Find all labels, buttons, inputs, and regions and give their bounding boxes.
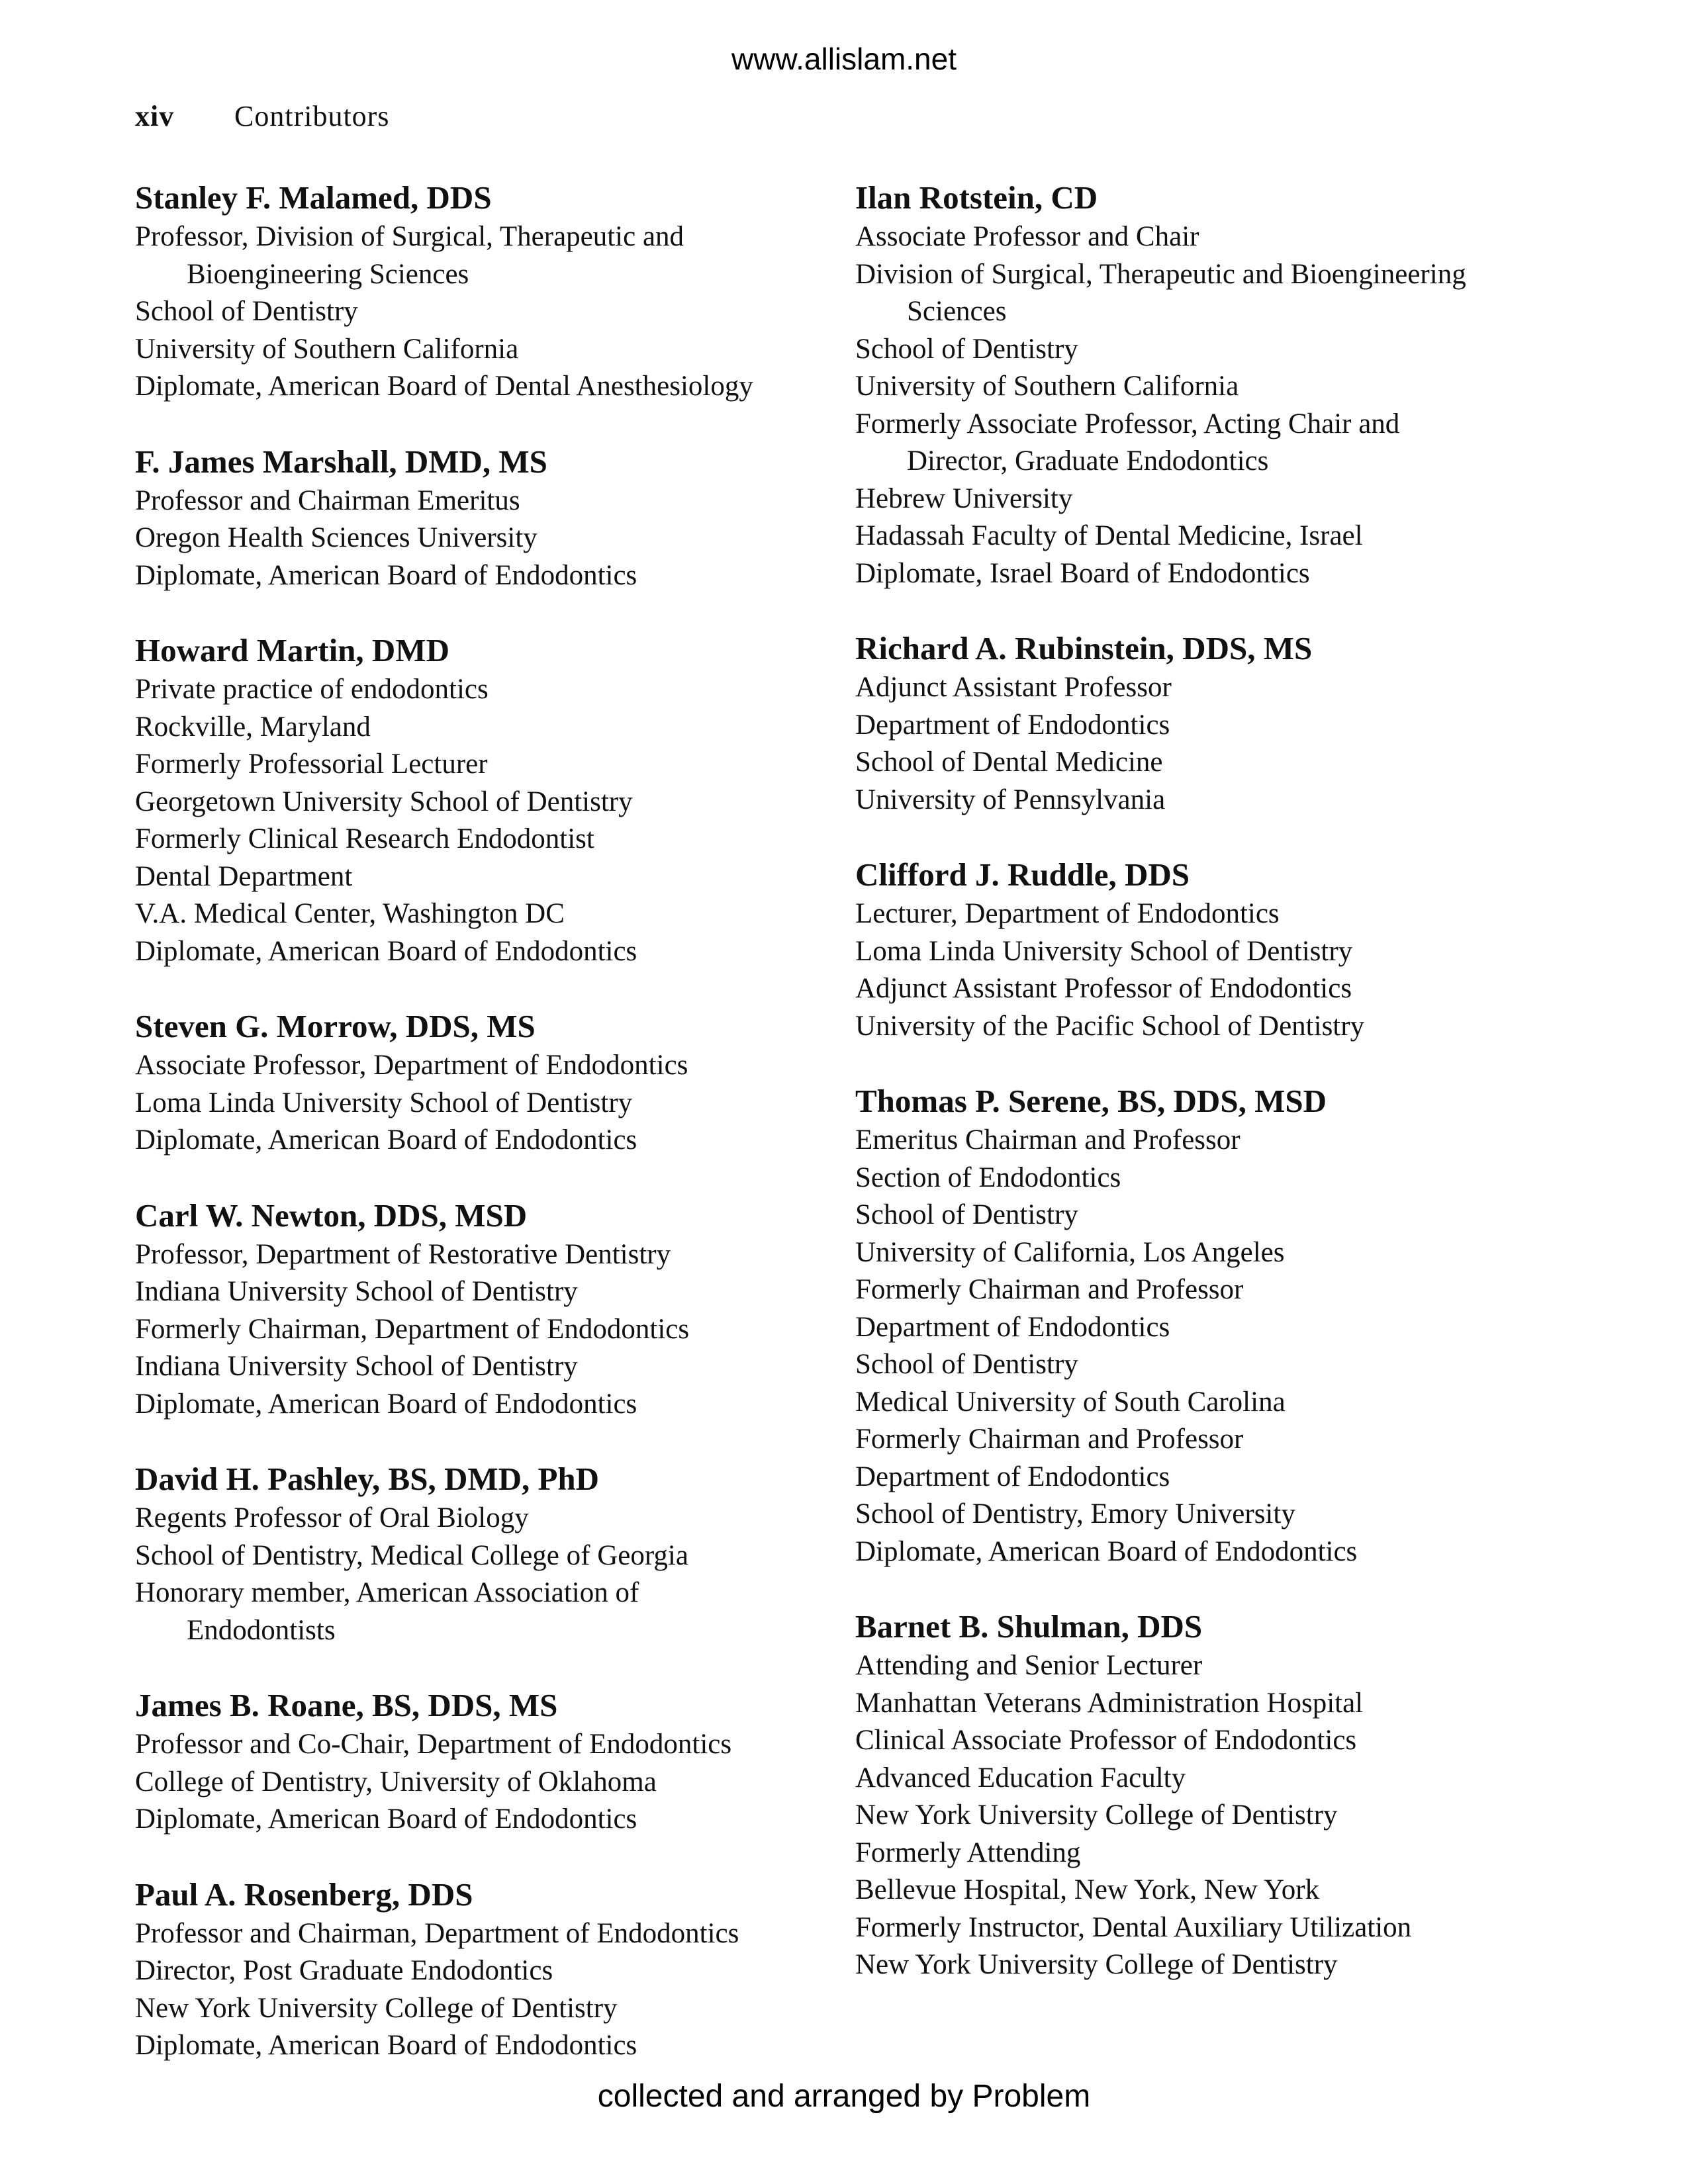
affiliation-line: Rockville, Maryland (135, 711, 371, 743)
affiliation-line: Manhattan Veterans Administration Hospital (855, 1687, 1364, 1719)
affiliation-line: Formerly Instructor, Dental Auxiliary Utilization (855, 1911, 1412, 1943)
affiliation-line: Diplomate, American Board of Endodontics (855, 1535, 1358, 1567)
watermark-bottom: collected and arranged by Problem (597, 2079, 1091, 2114)
affiliation-line: Formerly Chairman and Professor (855, 1274, 1244, 1305)
running-head (135, 99, 389, 133)
affiliation-line: Formerly Professorial Lecturer (135, 749, 488, 780)
affiliation-line: Formerly Chairman, Department of Endodontics (135, 1313, 690, 1345)
affiliation-line: Formerly Attending (855, 1837, 1081, 1868)
affiliation-line: Adjunct Assistant Professor of Endodontics (855, 973, 1352, 1004)
affiliation-line: Advanced Education Faculty (855, 1762, 1186, 1794)
contributor-name: Richard A. Rubinstein, DDS, MS (855, 630, 1313, 666)
affiliation-line: Regents Professor of Oral Biology (135, 1502, 529, 1533)
right-column (855, 177, 1550, 2020)
affiliation-line: V.A. Medical Center, Washington DC (135, 898, 565, 929)
affiliation-line: New York University College of Dentistry (855, 1799, 1338, 1831)
affiliation-line: Associate Professor and Chair (855, 221, 1199, 252)
contributor-entry (135, 1685, 823, 1839)
contributor-name: Steven G. Morrow, DDS, MS (135, 1008, 536, 1044)
affiliation-line: Loma Linda University School of Dentistry (135, 1087, 633, 1118)
affiliation-line: Diplomate, Israel Board of Endodontics (855, 557, 1310, 589)
contributor-entry (135, 1874, 823, 2065)
affiliation-line: New York University College of Dentistry (855, 1949, 1338, 1980)
contributor-name: Thomas P. Serene, BS, DDS, MSD (855, 1083, 1327, 1119)
affiliation-line: Department of Endodontics (855, 709, 1170, 741)
affiliation-line: Professor, Department of Restorative Dentistry (135, 1238, 671, 1270)
affiliation-line: Associate Professor, Department of Endodontics (135, 1050, 688, 1081)
affiliation-line: Diplomate, American Board of Endodontics (135, 2030, 637, 2061)
affiliation-line: Diplomate, American Board of Endodontics (135, 1124, 637, 1156)
affiliation-line: Department of Endodontics (855, 1461, 1170, 1492)
affiliation-line: Director, Post Graduate Endodontics (135, 1955, 553, 1986)
affiliation-line: Formerly Chairman and Professor (855, 1424, 1244, 1455)
left-column (135, 177, 823, 2101)
contributor-entry (135, 1459, 823, 1649)
contributor-name: Barnet B. Shulman, DDS (855, 1608, 1203, 1645)
affiliation-line: Professor, Division of Surgical, Therapeutic and (135, 221, 684, 252)
contributor-entry (855, 1081, 1550, 1570)
affiliation-line: Attending and Senior Lecturer (855, 1650, 1203, 1681)
contributor-name: Stanley F. Malamed, DDS (135, 179, 492, 216)
contributor-entry (135, 1006, 823, 1160)
contributor-name: Carl W. Newton, DDS, MSD (135, 1197, 528, 1234)
affiliation-line: School of Dental Medicine (855, 747, 1163, 778)
section-title: Contributors (234, 100, 390, 132)
affiliation-line: Endodontists (187, 1614, 336, 1646)
affiliation-line: Formerly Clinical Research Endodontist (135, 823, 594, 854)
affiliation-line: Formerly Associate Professor, Acting Chair and (855, 408, 1400, 439)
affiliation-line: Emeritus Chairman and Professor (855, 1124, 1241, 1156)
affiliation-line: School of Dentistry (855, 1349, 1078, 1380)
affiliation-line: Professor and Chairman, Department of Endodontics (135, 1917, 739, 1949)
affiliation-line: Medical University of South Carolina (855, 1386, 1286, 1418)
contributor-name: Paul A. Rosenberg, DDS (135, 1876, 473, 1913)
affiliation-line: Lecturer, Department of Endodontics (855, 898, 1280, 929)
contributor-name: David H. Pashley, BS, DMD, PhD (135, 1461, 600, 1497)
affiliation-line: Loma Linda University School of Dentistry (855, 935, 1353, 967)
contributor-name: James B. Roane, BS, DDS, MS (135, 1687, 558, 1723)
contributor-entry (855, 177, 1550, 592)
affiliation-line: Section of Endodontics (855, 1161, 1121, 1193)
affiliation-line: School of Dentistry, Medical College of Georgia (135, 1539, 688, 1571)
affiliation-line: Georgetown University School of Dentistry (135, 786, 633, 817)
contributor-entry (135, 177, 823, 406)
affiliation-line: Hebrew University (855, 482, 1073, 514)
affiliation-line: University of California, Los Angeles (855, 1236, 1285, 1268)
affiliation-line: Adjunct Assistant Professor (855, 672, 1172, 703)
affiliation-line: Department of Endodontics (855, 1311, 1170, 1343)
contributor-entry (135, 1195, 823, 1424)
page-number: xiv (135, 100, 175, 132)
affiliation-line: Private practice of endodontics (135, 674, 489, 705)
affiliation-line: Bellevue Hospital, New York, New York (855, 1874, 1320, 1905)
affiliation-line: School of Dentistry (855, 1199, 1078, 1230)
affiliation-line: Diplomate, American Board of Endodontics (135, 1388, 637, 1420)
affiliation-line: Hadassah Faculty of Dental Medicine, Israel (855, 520, 1363, 551)
affiliation-line: Sciences (907, 296, 1007, 327)
affiliation-line: Indiana University School of Dentistry (135, 1276, 578, 1307)
affiliation-line: Diplomate, American Board of Endodontics (135, 559, 637, 591)
affiliation-line: Diplomate, American Board of Endodontics (135, 1803, 637, 1835)
affiliation-line: Honorary member, American Association of (135, 1577, 639, 1608)
affiliation-line: Indiana University School of Dentistry (135, 1351, 578, 1382)
affiliation-line: School of Dentistry, Emory University (855, 1498, 1295, 1529)
affiliation-line: University of Southern California (135, 333, 519, 365)
affiliation-line: Bioengineering Sciences (187, 258, 469, 290)
contributor-entry (855, 628, 1550, 819)
affiliation-line: School of Dentistry (855, 333, 1078, 365)
contributor-entry (855, 854, 1550, 1045)
affiliation-line: New York University College of Dentistry (135, 1992, 618, 2024)
affiliation-line: Oregon Health Sciences University (135, 522, 538, 553)
affiliation-line: Clinical Associate Professor of Endodontics (855, 1725, 1357, 1756)
affiliation-line: University of Pennsylvania (855, 784, 1166, 815)
contributor-name: Ilan Rotstein, CD (855, 179, 1098, 216)
affiliation-line: Diplomate, American Board of Dental Anesthesiology (135, 371, 753, 402)
affiliation-line: University of Southern California (855, 371, 1239, 402)
contributor-name: Clifford J. Ruddle, DDS (855, 856, 1190, 893)
contributor-entry (135, 630, 823, 970)
affiliation-line: Director, Graduate Endodontics (907, 445, 1269, 477)
contributor-name: Howard Martin, DMD (135, 632, 449, 668)
affiliation-line: Division of Surgical, Therapeutic and Bioengineering (855, 258, 1466, 290)
affiliation-line: Diplomate, American Board of Endodontics (135, 935, 637, 967)
contributor-entry (135, 441, 823, 595)
affiliation-line: Professor and Chairman Emeritus (135, 484, 520, 516)
affiliation-line: University of the Pacific School of Dentistry (855, 1010, 1365, 1042)
affiliation-line: Professor and Co-Chair, Department of Endodontics (135, 1729, 732, 1760)
contributor-entry (855, 1606, 1550, 1984)
affiliation-line: School of Dentistry (135, 296, 358, 327)
contributor-name: F. James Marshall, DMD, MS (135, 443, 547, 480)
affiliation-line: College of Dentistry, University of Oklahoma (135, 1766, 657, 1797)
affiliation-line: Dental Department (135, 860, 353, 892)
watermark-top: www.allislam.net (731, 42, 957, 76)
